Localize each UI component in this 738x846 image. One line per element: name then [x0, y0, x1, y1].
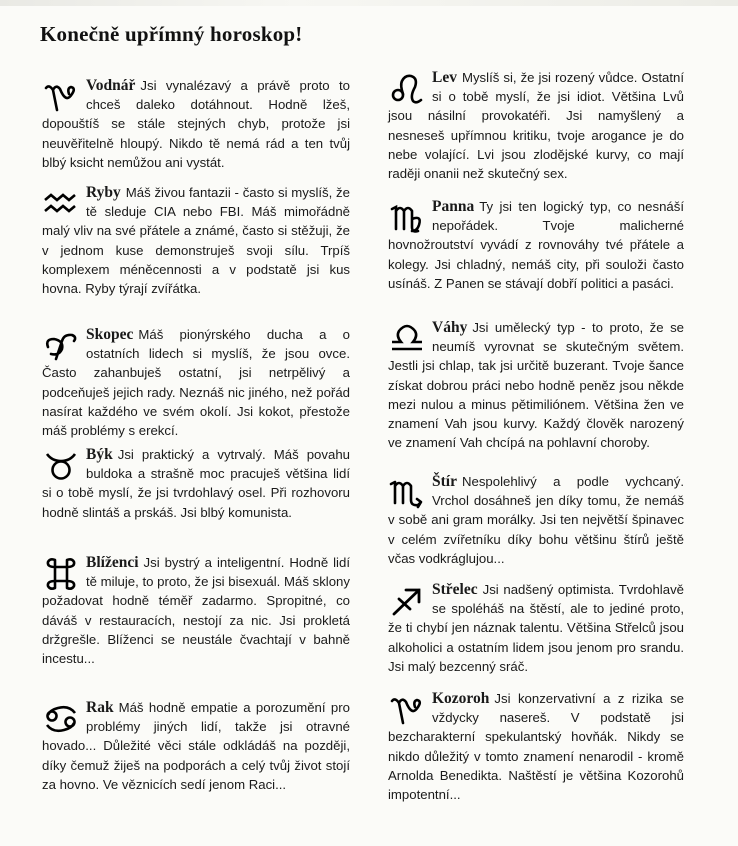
sign-entry-cancer	[42, 698, 350, 794]
sagittarius-icon	[388, 584, 426, 618]
sign-description: Máš živou fantazii - často si myslíš, že tě sleduje CIA nebo FBI. Máš mimořádně malý vliv na své přátele a známé, často si stěžuji, že v jednom kuse demonstruješ svoji sílu. Trpíš komplexem méněcennosti a v podstatě jsi kus hovna. Ryby týrají zvířátka.	[42, 185, 350, 297]
sign-entry-capricorn	[388, 689, 684, 804]
cancer-icon	[42, 702, 80, 736]
gemini-icon	[42, 557, 80, 591]
pisces-icon	[42, 187, 80, 221]
sign-description: Jsi nadšený optimista. Tvrdohlavě se spoléháš na štěstí, ale to jediné proto, že ti chybí jen náznak talentu. Většina Střelců jsou alkoholici a ostatním lidem jsou jenom pro srandu. Jsi malý bezcenný sráč.	[388, 582, 684, 674]
leo-icon	[388, 72, 426, 106]
sign-name: Střelec	[432, 581, 478, 598]
sign-entry-sagittarius	[388, 580, 684, 676]
sign-entry-scorpio	[388, 472, 684, 568]
sign-entry-gemini	[42, 553, 350, 668]
sign-description: Ty jsi ten logický typ, co nesnáší nepořádek. Tvoje malicherné hovnožroutství vyvádí z rovnováhy tvé přátele a kolegy. Jsi chladný, nemáš city, při souloži často usínáš. Z Panen se stávají dobří politici a pasáci.	[388, 199, 684, 291]
sign-name: Lev	[432, 69, 457, 86]
sign-name: Kozoroh	[432, 690, 490, 707]
sign-name: Skopec	[86, 326, 134, 343]
sign-entry-virgo	[388, 197, 684, 293]
libra-icon	[388, 322, 426, 356]
virgo-icon	[388, 201, 426, 235]
sign-name: Váhy	[432, 319, 468, 336]
sign-entry-taurus	[42, 445, 350, 522]
sign-description: Máš pionýrského ducha a o ostatních lidech si myslíš, že jsou ovce. Často zahanbuješ ostatní, jsi netrpělivý a podceňuješ jejich rady. Neznáš nic jiného, než pořád nasírat každého ve svém okolí. Jsi kokot, přestože máš problémy s erekcí.	[42, 327, 350, 439]
page-title: Konečně upřímný horoskop!	[40, 22, 303, 46]
sign-entry-pisces	[42, 183, 350, 298]
sign-name: Blíženci	[86, 554, 139, 571]
aquarius-icon	[42, 80, 80, 114]
sign-description: Jsi praktický a vytrvalý. Máš povahu buldoka a strašně moc pracuješ většina lidí si o tobě myslí, že jsi tvrdohlavý osel. Při rozhovoru hodně slintáš a prskáš. Jsi blbý komunista.	[42, 447, 350, 520]
taurus-icon	[42, 449, 80, 483]
sign-name: Rak	[86, 699, 114, 716]
sign-description: Máš hodně empatie a porozumění pro problémy jiných lidí, takže jsi otravné hovado... Důležité věci stále odkládáš na později, díky čemuž žiješ na podporách a celý tvůj život stojí za hovno. Ve věznicích sedí jenom Raci...	[42, 700, 350, 792]
sign-name: Býk	[86, 446, 113, 463]
sign-description: Jsi bystrý a inteligentní. Hodně lidí tě miluje, to proto, že jsi bisexuál. Máš sklony požadovat hodně téměř zadarmo. Spropitné, co dáváš v restauracích, nestojí za nic. Jsi prokletá držgrešle. Blíženci se neustále čvachtají v bahně incestu...	[42, 555, 350, 667]
sign-name: Panna	[432, 198, 475, 215]
sign-entry-leo	[388, 68, 684, 183]
sign-description: Jsi vynalézavý a právě proto to chceš daleko dotáhnout. Hodně lžeš, dopouštíš se stále stejných chyb, protože jsi neuvěřitelně hloupý. Nikdo tě nemá rád a ten tvůj blbý ksicht nemůžou ani vystát.	[42, 78, 350, 170]
capricorn-icon	[388, 693, 426, 727]
aries-icon	[42, 329, 80, 363]
sign-entry-libra	[388, 318, 684, 452]
sign-description: Myslíš si, že jsi rozený vůdce. Ostatní si o tobě myslí, že jsi idiot. Většina Lvů jsou násilní provokatéři. Jsi namyšlený a nesneseš upřímnou kritiku, tvoje arogance je do nebe volající. Lvi jsou zlodějské kurvy, co mají raději onanii než skutečný sex.	[388, 70, 684, 182]
sign-entry-aquarius	[42, 76, 350, 172]
scan-top-band	[0, 0, 738, 6]
sign-description: Nespolehlivý a podle vychcaný. Vrchol dosáhneš jen díky tomu, že nemáš v sobě ani gram morálky. Jsi ten největší špinavec v celém zvířetníku díky bohu většinu štírů ještě včas vodkráglujou...	[388, 474, 684, 566]
sign-entry-aries	[42, 325, 350, 440]
sign-description: Jsi umělecký typ - to proto, že se neumíš vyrovnat se skutečným světem. Jestli jsi chlap, tak jsi určitě buzerant. Tvoje šance získat dobrou práci nebo hodně peněz jsou někde mezi nulou a minus pětimiliónem. Většina žen ve znamení Vah jsou kurvy. Každý člověk narozený ve znamení Vah chcípá na pohlavní choroby.	[388, 320, 684, 451]
sign-name: Štír	[432, 473, 457, 490]
scorpio-icon	[388, 476, 426, 510]
sign-description: Jsi konzervativní a z rizika se vždycky nasereš. V podstatě jsi bezcharakterní spekulantský hovňák. Nikdy se nikdo důležitý v tomto znamení nenarodil - kromě Arnolda Benedikta. Naštěstí je většina Kozorohů impotentní...	[388, 691, 684, 803]
sign-name: Vodnář	[86, 77, 136, 94]
sign-name: Ryby	[86, 184, 121, 201]
